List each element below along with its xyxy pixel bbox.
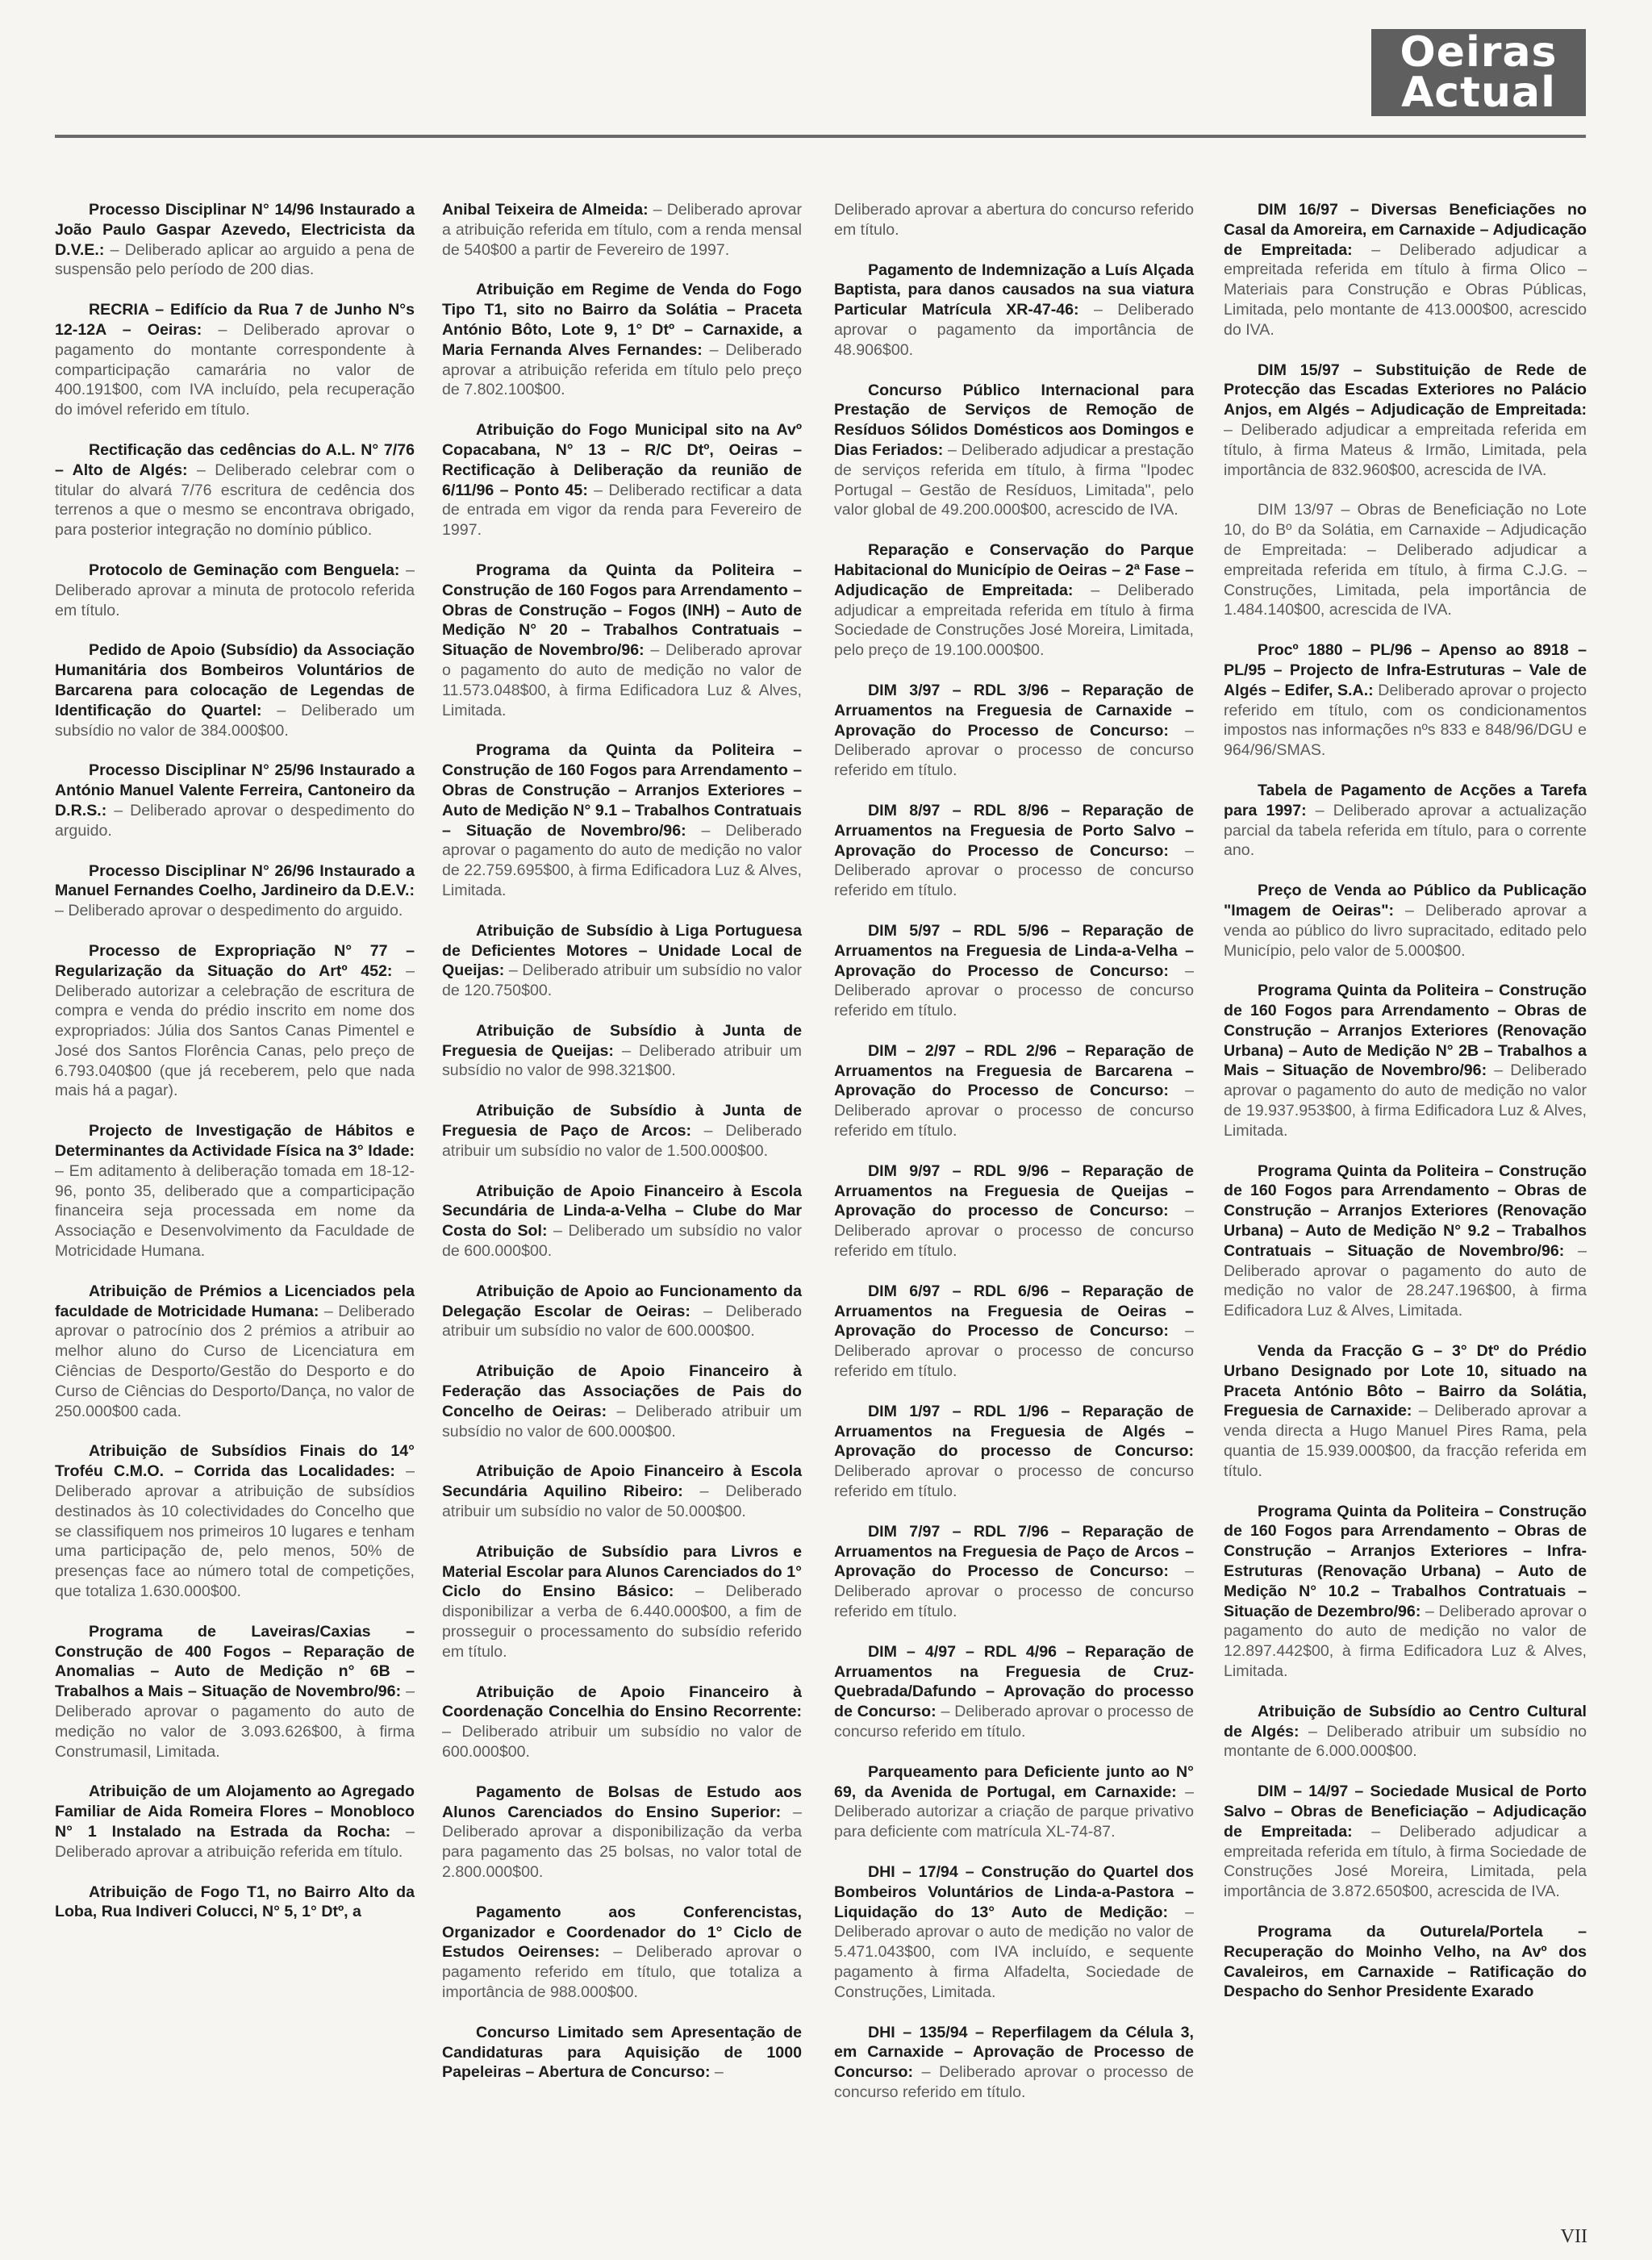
entry-paragraph	[442, 280, 802, 400]
entry-text: – Deliberado atribuir um subsídio no valor de 50.000$00.	[442, 1482, 802, 1521]
entry-text: – Deliberado adjudicar a empreitada referida em título, à firma Sociedade de Construções José Moreira, Limitada, pela importância de 3.872.650$00, acrescida de IVA.	[1224, 1822, 1587, 1901]
entry-text: – Deliberado autorizar a criação de parque privativo para deficiente com matrícula XL-74-87.	[834, 1783, 1194, 1841]
entry-paragraph	[834, 1282, 1194, 1382]
entry-heading: DIM – 2/97 – RDL 2/96 – Reparação de Arruamentos na Freguesia de Barcarena – Aprovação do Processo de Concurso:	[834, 1041, 1194, 1100]
entry-text: – Deliberado adjudicar a prestação de serviços referida em título, à firma "Ipodec Portugal – Gestão de Resíduos, Limitada", pelo valor global de 49.200.000$00, acrescido de IVA.	[834, 440, 1194, 519]
entry-paragraph	[55, 761, 415, 840]
entry-heading: Programa Quinta da Politeira – Construção de 160 Fogos para Arrendamento – Obras de Construção – Arranjos Exteriores (Renovação Urbana) – Auto de Medição N° 2B – Trabalhos a Mais – Situação de Novembro/96:	[1224, 982, 1587, 1080]
entry-paragraph	[1224, 500, 1587, 620]
entry-paragraph	[55, 640, 415, 740]
entry-text: – Deliberado aprovar o processo de concurso referido em título.	[834, 841, 1195, 900]
entry-text: – Deliberado aprovar o pagamento do auto de medição no valor de 11.573.048$00, à firma Edificadora Luz & Alves, Limitada.	[442, 641, 802, 719]
entry-text: – Deliberado atribuir um subsídio no valor de 600.000$00.	[442, 1723, 802, 1761]
entry-paragraph	[55, 861, 415, 921]
entry-text: – Deliberado adjudicar a empreitada referida em título à firma Olico – Materiais para Construção e Obras Públicas, Limitada, pelo montante de 413.000$00, acrescido do IVA.	[1224, 240, 1587, 339]
entry-paragraph	[442, 1783, 802, 1883]
entry-paragraph	[55, 300, 415, 420]
entry-text: – Deliberado aprovar o pagamento do auto de medição no valor de 3.093.626$00, à firma Construmasil, Limitada.	[55, 1682, 415, 1761]
entry-paragraph	[834, 921, 1194, 1021]
entry-heading: Parqueamento para Deficiente junto ao N° 69, da Avenida de Portugal, em Carnaxide:	[834, 1762, 1194, 1801]
entry-text: – Deliberado aprovar a atribuição referida em título.	[55, 1822, 415, 1861]
entry-text: – Deliberado aprovar a minuta de protocolo referida em título.	[55, 561, 415, 619]
entry-paragraph	[442, 1461, 802, 1521]
entry-paragraph	[55, 1782, 415, 1862]
entry-text: – Deliberado um subsídio no valor de 384.000$00.	[55, 701, 415, 740]
entry-heading: Atribuição de Subsídio para Livros e Material Escolar para Alunos Carenciados do 1° Ciclo do Ensino Básico:	[442, 1542, 802, 1601]
entry-text: – Deliberado aprovar a atribuição referida em título pelo preço de 7.802.100$00.	[442, 340, 802, 399]
entry-paragraph	[55, 200, 415, 280]
entry-heading: Atribuição de Subsídio à Junta de Freguesia de Queijas:	[442, 1021, 802, 1060]
entry-heading: Atribuição de Apoio Financeiro à Escola Secundária de Linda-a-Velha – Clube do Mar Costa do Sol:	[442, 1182, 802, 1240]
entry-text: – Deliberado aprovar a venda directa a Hugo Manuel Pires Rama, pela quantia de 15.939.000$00, da fracção referida em título.	[1224, 1402, 1587, 1480]
entry-heading: Atribuição de Subsídio à Liga Portuguesa de Deficientes Motores – Unidade Local de Queijas:	[442, 921, 802, 980]
entry-text: – Deliberado atribuir um subsídio no valor de 1.500.000$00.	[442, 1122, 802, 1160]
entry-text: – Deliberado celebrar com o titular do alvará 7/76 escritura de cedência dos terrenos a que o mesmo se encontrava obrigado, para posterior integração no domínio público.	[55, 461, 415, 540]
entry-heading: Pedido de Apoio (Subsídio) da Associação Humanitária dos Bombeiros Voluntários de Barcarena para colocação de Legendas de Identificação do Quartel:	[55, 641, 415, 719]
entry-heading: Atribuição de Apoio Financeiro à Coordenação Concelhia do Ensino Recorrente:	[442, 1682, 802, 1721]
entry-paragraph	[442, 921, 802, 1001]
text-column-2	[442, 200, 802, 2103]
entry-text: – Deliberado aprovar o pagamento da importância de 48.906$00.	[834, 301, 1194, 359]
entry-paragraph	[1224, 881, 1587, 961]
entry-paragraph	[55, 561, 415, 620]
entry-heading: Programa Quinta da Politeira – Construção de 160 Fogos para Arrendamento – Obras de Construção – Arranjos Exteriores – Infra-Estruturas (Renovação Urbana) – Auto de Medição N° 10.2 – Trabalhos Contratuais – Situação de Dezembro/96:	[1224, 1502, 1587, 1620]
entry-paragraph	[55, 1282, 415, 1422]
entry-text: – Deliberado disponibilizar a verba de 6.440.000$00, a fim de prosseguir o processamento do subsídio referido em título.	[442, 1582, 802, 1661]
entry-text: Deliberado aprovar o projecto referido em título, com os condicionamentos impostos nas informações nºs 833 e 848/96/DGU e 964/96/SMAS.	[1224, 681, 1587, 760]
entry-text: – Deliberado aprovar o pagamento do auto de medição no valor de 28.247.196$00, à firma Edificadora Luz & Alves, Limitada.	[1224, 1241, 1587, 1320]
entry-paragraph	[834, 1642, 1194, 1742]
entry-paragraph	[55, 1883, 415, 1923]
text-column-1	[55, 200, 415, 1942]
entry-paragraph	[1224, 1341, 1587, 1482]
entry-text: Deliberado aprovar a abertura do concurso referido em título.	[834, 201, 1194, 239]
entry-paragraph	[834, 801, 1194, 901]
entry-heading: Processo Disciplinar N° 25/96 Instaurado a António Manuel Valente Ferreira, Cantoneiro da D.R.S.:	[55, 761, 415, 819]
entry-heading: Atribuição de Apoio Financeiro à Federação das Associações de Pais do Concelho de Oeiras:	[442, 1362, 802, 1420]
entry-heading: Atribuição de Subsídio ao Centro Cultural de Algés:	[1224, 1702, 1587, 1741]
entry-text: – Deliberado aprovar o despedimento do arguido.	[55, 801, 415, 840]
entry-paragraph	[442, 200, 802, 260]
entry-heading: Atribuição de um Alojamento ao Agregado Familiar de Aida Romeira Flores – Monobloco N° 1 Instalado na Estrada da Rocha:	[55, 1783, 415, 1841]
entry-paragraph	[442, 561, 802, 720]
entry-text: – Deliberado aprovar o processo de concurso referido em título.	[834, 1322, 1195, 1381]
entry-text: – Deliberado aprovar o pagamento do auto de medição no valor de 19.937.953$00, à firma Edificadora Luz & Alves, Limitada.	[1224, 1061, 1587, 1140]
entry-heading: Programa da Quinta da Politeira – Construção de 160 Fogos para Arrendamento – Obras de Construção – Fogos (INH) – Auto de Medição N° 20 – Trabalhos Contratuais – Situação de Novembro/96:	[442, 561, 802, 660]
entry-heading: DHI – 17/94 – Construção do Quartel dos Bombeiros Voluntários de Linda-a-Pastora – Liquidação do 13° Auto de Medição:	[834, 1862, 1194, 1921]
entry-heading: Anibal Teixeira de Almeida:	[442, 201, 649, 219]
entry-heading: Rectificação das cedências do A.L. N° 7/76 – Alto de Algés:	[55, 440, 415, 479]
entry-text: – Deliberado aprovar o processo de concurso referido em título.	[834, 1562, 1195, 1621]
entry-text: – Deliberado aprovar o despedimento do arguido.	[55, 902, 403, 920]
entry-heading: Atribuição de Apoio Financeiro à Escola Secundária Aquilino Ribeiro:	[442, 1462, 802, 1501]
entry-paragraph	[834, 1041, 1194, 1141]
entry-heading: Venda da Fracção G – 3° Dtº do Prédio Urbano Designado por Lote 10, situado na Praceta António Bôto – Bairro da Solátia, Freguesia de Carnaxide:	[1224, 1342, 1587, 1420]
entry-heading: Tabela de Pagamento de Acções a Tarefa para 1997:	[1224, 781, 1587, 819]
entry-paragraph	[834, 1862, 1194, 2003]
entry-paragraph	[1224, 781, 1587, 861]
entry-heading: DIM – 4/97 – RDL 4/96 – Reparação de Arruamentos na Freguesia de Cruz-Quebrada/Dafundo – Aprovação do processo de Concurso:	[834, 1642, 1194, 1721]
entry-text: – Deliberado aprovar o pagamento do montante correspondente à comparticipação camarária no valor de 400.191$00, com IVA incluído, pela recuperação do imóvel referido em título.	[55, 320, 415, 419]
entry-heading: DHI – 135/94 – Reperfilagem da Célula 3, em Carnaxide – Aprovação de Processo de Concurso:	[834, 2023, 1194, 2082]
entry-heading: Atribuição em Regime de Venda do Fogo Tipo T1, sito no Bairro da Solátia – Praceta António Bôto, Lote 9, 1° Dtº – Carnaxide, a Maria Fernanda Alves Fernandes:	[442, 281, 802, 359]
entry-paragraph	[442, 1682, 802, 1762]
entry-heading: Programa da Quinta da Politeira – Construção de 160 Fogos para Arrendamento – Obras de Construção – Arranjos Exteriores – Auto de Medição N° 9.1 – Trabalhos Contratuais – Situação de Novembro/96:	[442, 741, 802, 840]
entry-paragraph	[442, 740, 802, 900]
entry-paragraph	[1224, 640, 1587, 761]
entry-heading: Processo de Expropriação N° 77 – Regularização da Situação do Artº 452:	[55, 941, 415, 980]
entry-text: – Deliberado aprovar a atribuição referida em título, com a renda mensal de 540$00 a partir de Fevereiro de 1997.	[442, 201, 802, 259]
header-rule	[55, 135, 1586, 138]
entry-heading: Programa Quinta da Politeira – Construção de 160 Fogos para Arrendamento – Obras de Construção – Arranjos Exteriores (Renovação Urbana) – Auto de Medição N° 9.2 – Trabalhos Contratuais – Situação de Novembro/96:	[1224, 1161, 1587, 1260]
entry-heading: DIM 1/97 – RDL 1/96 – Reparação de Arruamentos na Freguesia de Algés – Aprovação do processo de Concurso:	[834, 1402, 1194, 1461]
entry-text: – Deliberado atribuir um subsídio no valor de 120.750$00.	[442, 961, 802, 1000]
entry-text: – Em aditamento à deliberação tomada em 18-12-96, ponto 35, deliberado que a comparticipação financeira seja processada em nome da Associação e Desenvolvimento da Faculdade de Motricidade Humana.	[55, 1161, 415, 1261]
logo-line-actual: Actual	[1401, 69, 1556, 117]
publication-logo	[1371, 29, 1586, 116]
entry-text: – Deliberado atribuir um subsídio no valor de 600.000$00.	[442, 1402, 803, 1441]
entry-heading: Preço de Venda ao Público da Publicação "Imagem de Oeiras":	[1224, 882, 1587, 919]
entry-text: – Deliberado aprovar a actualização parcial da tabela referida em título, para o corrente ano.	[1224, 801, 1587, 860]
entry-heading: RECRIA – Edifício da Rua 7 de Junho N°s 12-12A – Oeiras:	[55, 301, 415, 339]
entry-heading: DIM 7/97 – RDL 7/96 – Reparação de Arruamentos na Freguesia de Paço de Arcos – Aprovação do Processo de Concurso:	[834, 1522, 1194, 1581]
entry-paragraph	[55, 1441, 415, 1601]
entry-heading: Reparação e Conservação do Parque Habitacional do Município de Oeiras – 2ª Fase – Adjudicação de Empreitada:	[834, 541, 1194, 599]
entry-paragraph	[834, 200, 1194, 240]
entry-text: – Deliberado aprovar a atribuição de subsídios destinados às 10 colectividades do Concelho que se classifiquem nos primeiros 10 lugares e tenham uma participação de, pelo menos, 50% de presenças face ao número total de competições, que totaliza 1.630.000$00.	[55, 1462, 415, 1601]
entry-text: – Deliberado aprovar o processo de concurso referido em título.	[834, 1703, 1194, 1741]
entry-paragraph	[55, 440, 415, 540]
entry-text: – Deliberado aprovar o pagamento do auto de medição no valor de 12.897.442$00, à firma Edificadora Luz & Alves, Limitada.	[1224, 1602, 1587, 1680]
text-column-4	[1224, 200, 1587, 2022]
entry-heading: Concurso Limitado sem Apresentação de Candidaturas para Aquisição de 1000 Papeleiras – Abertura de Concurso:	[442, 2023, 802, 2082]
entry-paragraph	[1224, 1502, 1587, 1682]
entry-paragraph	[834, 261, 1194, 361]
entry-paragraph	[1224, 981, 1587, 1140]
entry-paragraph	[442, 1282, 802, 1341]
entry-paragraph	[1224, 200, 1587, 340]
entry-text: – Deliberado atribuir um subsídio no montante de 6.000.000$00.	[1224, 1722, 1587, 1761]
entry-heading: Procº 1880 – PL/96 – Apenso ao 8918 – PL/95 – Projecto de Infra-Estruturas – Vale de Algés – Edifer, S.A.:	[1224, 641, 1587, 699]
entry-heading: Atribuição de Prémios a Licenciados pela faculdade de Motricidade Humana:	[55, 1282, 415, 1320]
entry-text: – Deliberado aprovar o auto de medição no valor de 5.471.043$00, com IVA incluído, e sequente pagamento à firma Alfadelta, Sociedade de Construções, Limitada.	[834, 1903, 1194, 2001]
entry-paragraph	[834, 1762, 1194, 1842]
entry-text: – Deliberado aprovar o processo de concurso referido em título.	[834, 1202, 1195, 1261]
entry-text: – Deliberado autorizar a celebração de escritura de compra e venda do prédio inscrito em nome dos expropriados: Júlia dos Santos Canas Pimentel e José dos Santos Florência Canas, pelo preço de 6.793.040$00 (que já receberem, pelo que nada mais há a pagar).	[55, 961, 415, 1100]
entry-heading: Pagamento de Indemnização a Luís Alçada Baptista, para danos causados na sua viatura Particular Matrícula XR-47-46:	[834, 261, 1194, 319]
entry-heading: Pagamento aos Conferencistas, Organizador e Coordenador do 1° Ciclo de Estudos Oeirenses:	[442, 1903, 802, 1962]
entry-paragraph	[1224, 1922, 1587, 2002]
entry-heading: DIM – 14/97 – Sociedade Musical de Porto Salvo – Obras de Beneficiação – Adjudicação de Empreitada:	[1224, 1783, 1587, 1841]
entry-text: – Deliberado aprovar a disponibilização da verba para pagamento das 25 bolsas, no valor total de 2.800.000$00.	[442, 1803, 802, 1881]
entry-paragraph	[834, 1402, 1194, 1502]
entry-paragraph	[442, 1542, 802, 1662]
entry-paragraph	[55, 1622, 415, 1762]
entry-text: – Deliberado adjudicar a empreitada referida em título à firma Sociedade de Construções José Moreira, Limitada, pelo preço de 19.100.000$00.	[834, 581, 1194, 660]
entry-paragraph	[55, 941, 415, 1101]
entry-heading: Programa da Outurela/Portela – Recuperação do Moinho Velho, na Avº dos Cavaleiros, em Carnaxide – Ratificação do Despacho do Senhor Presidente Exarado	[1224, 1922, 1587, 2001]
entry-text: – Deliberado um subsídio no valor de 600.000$00.	[442, 1222, 802, 1261]
entry-heading: Processo Disciplinar N° 14/96 Instaurado a João Paulo Gaspar Azevedo, Electricista da D.V.E.:	[55, 201, 415, 259]
entry-paragraph	[1224, 1702, 1587, 1762]
entry-paragraph	[1224, 1161, 1587, 1321]
entry-heading: Protocolo de Geminação com Benguela:	[89, 561, 400, 579]
entry-text: – Deliberado aprovar o processo de concurso referido em título.	[834, 2063, 1194, 2101]
entry-paragraph	[442, 1903, 802, 2003]
entry-heading: Atribuição do Fogo Municipal sito na Avº Copacabana, N° 13 – R/C Dtº, Oeiras – Rectificação à Deliberação da reunião de 6/11/96 – Ponto 45:	[442, 421, 802, 499]
entry-heading: DIM 16/97 – Diversas Beneficiações no Casal da Amoreira, em Carnaxide – Adjudicação de Empreitada:	[1224, 201, 1587, 259]
logo-line-oeiras: Oeiras	[1400, 28, 1558, 77]
entry-paragraph	[834, 681, 1194, 781]
entry-heading: DIM 3/97 – RDL 3/96 – Reparação de Arruamentos na Freguesia de Carnaxide – Aprovação do Processo de Concurso:	[834, 681, 1194, 740]
entry-heading: Atribuição de Apoio ao Funcionamento da Delegação Escolar de Oeiras:	[442, 1282, 802, 1320]
entry-text: – Deliberado atribuir um subsídio no valor de 600.000$00.	[442, 1302, 802, 1341]
entry-text: – Deliberado aprovar o processo de concurso referido em título.	[834, 721, 1195, 780]
entry-heading: Atribuição de Subsídio à Junta de Freguesia de Paço de Arcos:	[442, 1102, 802, 1140]
entry-paragraph	[1224, 1782, 1587, 1902]
entry-text: – Deliberado aplicar ao arguido a pena de suspensão pelo período de 200 dias.	[55, 240, 415, 279]
entry-heading: Projecto de Investigação de Hábitos e Determinantes da Actividade Física na 3° Idade:	[55, 1122, 415, 1161]
entry-heading: Programa de Laveiras/Caxias – Construção de 400 Fogos – Reparação de Anomalias – Auto de Medição n° 6B – Trabalhos a Mais – Situação de Novembro/96:	[55, 1622, 415, 1701]
entry-heading: Processo Disciplinar N° 26/96 Instaurado a Manuel Fernandes Coelho, Jardineiro da D.E.V.:	[55, 861, 415, 900]
entry-text: – Deliberado atribuir um subsídio no valor de 998.321$00.	[442, 1041, 802, 1080]
page-number: VII	[1560, 2226, 1587, 2247]
entry-paragraph	[834, 540, 1194, 661]
entry-text: – Deliberado rectificar a data de entrada em vigor da renda para Fevereiro de 1997.	[442, 481, 802, 540]
entry-text: DIM 13/97 – Obras de Beneficiação no Lote 10, do Bº da Solátia, em Carnaxide – Adjudicação de Empreitada: – Deliberado adjudicar a empreitada referida em título, à firma C.J.G. – Construções, Limitada, pela importância de 1.484.140$00, acrescida de IVA.	[1224, 501, 1587, 619]
entry-heading: DIM 5/97 – RDL 5/96 – Reparação de Arruamentos na Freguesia de Linda-a-Velha – Aprovação do Processo de Concurso:	[834, 921, 1194, 980]
entry-text: – Deliberado aprovar o processo de concurso referido em título.	[834, 961, 1195, 1020]
entry-text: – Deliberado aprovar o patrocínio dos 2 prémios a atribuir ao melhor aluno do Curso de Licenciatura em Ciências de Desporto/Gestão do Desporto e do Curso de Ciências do Desporto/Dança, no valor de 250.000$00 cada.	[55, 1302, 415, 1420]
entry-paragraph	[442, 1101, 802, 1161]
entry-paragraph	[834, 1522, 1194, 1622]
entry-paragraph	[834, 1161, 1194, 1261]
entry-text: – Deliberado aprovar a venda ao público do livro supracitado, editado pelo Município, pelo valor de 5.000$00.	[1224, 901, 1587, 960]
entry-heading: Pagamento de Bolsas de Estudo aos Alunos Carenciados do Ensino Superior:	[442, 1783, 802, 1821]
entry-heading: DIM 6/97 – RDL 6/96 – Reparação de Arruamentos na Freguesia de Oeiras – Aprovação do Processo de Concurso:	[834, 1282, 1194, 1341]
entry-text: – Deliberado adjudicar a empreitada referida em título, à firma Mateus & Irmão, Limitada, pela importância de 832.960$00, acrescida de IVA.	[1224, 420, 1587, 479]
entry-paragraph	[442, 1361, 802, 1441]
entry-paragraph	[834, 381, 1194, 521]
entry-heading: Concurso Público Internacional para Prestação de Serviços de Remoção de Resíduos Sólidos Domésticos aos Domingos e Dias Feriados:	[834, 381, 1194, 459]
entry-heading: Atribuição de Subsídios Finais do 14° Troféu C.M.O. – Corrida das Localidades:	[55, 1442, 415, 1481]
entry-paragraph	[1224, 361, 1587, 481]
entry-paragraph	[442, 1182, 802, 1261]
entry-text: –	[710, 2063, 724, 2082]
entry-text: – Deliberado aprovar o processo de concurso referido em título.	[834, 1082, 1195, 1140]
entry-paragraph	[442, 420, 802, 540]
entry-text: – Deliberado aprovar o pagamento do auto de medição no valor de 22.759.695$00, à firma Edificadora Luz & Alves, Limitada.	[442, 821, 802, 899]
entry-paragraph	[834, 2023, 1194, 2103]
entry-text: Deliberado aprovar o processo de concurso referido em título.	[834, 1462, 1194, 1501]
text-column-3	[834, 200, 1194, 2123]
entry-heading: Atribuição de Fogo T1, no Bairro Alto da Loba, Rua Indiveri Colucci, N° 5, 1° Dtº, a	[55, 1883, 415, 1921]
entry-heading: DIM 9/97 – RDL 9/96 – Reparação de Arruamentos na Freguesia de Queijas – Aprovação do processo de Concurso:	[834, 1161, 1194, 1220]
entry-paragraph	[442, 2023, 802, 2083]
entry-heading: DIM 8/97 – RDL 8/96 – Reparação de Arruamentos na Freguesia de Porto Salvo – Aprovação do Processo de Concurso:	[834, 801, 1194, 860]
entry-paragraph	[55, 1121, 415, 1261]
entry-paragraph	[442, 1021, 802, 1081]
entry-text: – Deliberado aprovar o pagamento referido em título, que totaliza a importância de 988.000$00.	[442, 1943, 802, 2001]
entry-heading: DIM 15/97 – Substituição de Rede de Protecção das Escadas Exteriores no Palácio Anjos, em Algés – Adjudicação de Empreitada:	[1224, 361, 1587, 419]
